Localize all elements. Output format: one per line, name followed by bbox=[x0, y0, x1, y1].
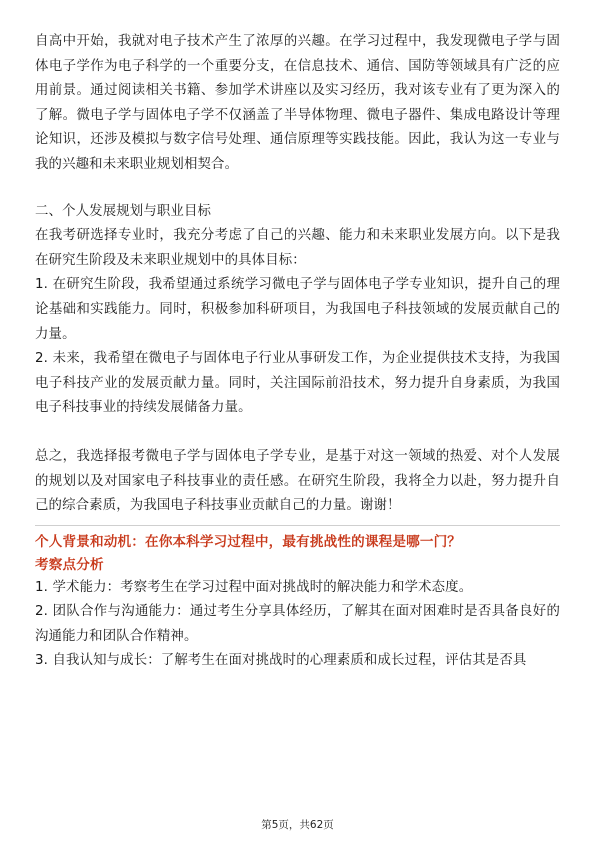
analysis-heading: 考察点分析 bbox=[35, 556, 104, 573]
goal-item-1: 1. 在研究生阶段，我希望通过系统学习微电子学与固体电子学专业知识，提升自己的理论基础和实践能力。同时，积极参加科研项目，为我国电子科技领域的发展贡献自己的力量。 bbox=[35, 277, 560, 342]
paragraph-gap bbox=[35, 421, 560, 445]
page-number-footer: 第5页，共62页 bbox=[261, 819, 334, 831]
analysis-point-3: 3. 自我认知与成长：了解考生在面对挑战时的心理素质和成长过程，评估其是否具 bbox=[35, 653, 527, 669]
conclusion-paragraph: 总之，我选择报考微电子学与固体电子学专业，是基于对这一领域的热爱、对个人发展的规划以及对国家电子科技事业的责任感。在研究生阶段，我将全力以赴，努力提升自己的综合素质，为我国电子科技事业贡献自己的力量。谢谢！ bbox=[35, 448, 560, 514]
analysis-point-2: 2. 团队合作与沟通能力：通过考生分享具体经历，了解其在面对困难时是否具备良好的沟通能力和团队合作精神。 bbox=[35, 604, 560, 644]
intro-paragraph: 自高中开始，我就对电子技术产生了浓厚的兴趣。在学习过程中，我发现微电子学与固体电子学作为电子科学的一个重要分支，在信息技术、通信、国防等领域具有广泛的应用前景。通过阅读相关书籍、参加学术讲座以及实习经历，我对该专业有了更为深入的了解。微电子学与固体电子学不仅涵盖了半导体物理、微电子器件、集成电路设计等理论知识，还涉及模拟与数字信号处理、通信原理等实践技能。因此，我认为这一专业与我的兴趣和未来职业规划相契合。 bbox=[35, 34, 560, 172]
analysis-point-1: 1. 学术能力：考察考生在学习过程中面对挑战时的解决能力和学术态度。 bbox=[35, 579, 473, 595]
interview-question: 个人背景和动机：在你本科学习过程中，最有挑战性的课程是哪一门？ bbox=[35, 533, 462, 550]
goal-item-2: 2. 未来，我希望在微电子与固体电子行业从事研发工作，为企业提供技术支持，为我国电子科技产业的发展贡献力量。同时，关注国际前沿技术，努力提升自身素质，为我国电子科技事业的持续发展储备力量。 bbox=[35, 351, 560, 416]
section-lead-paragraph: 在我考研选择专业时，我充分考虑了自己的兴趣、能力和未来职业发展方向。以下是我在研究生阶段及未来职业规划中的具体目标： bbox=[35, 228, 560, 268]
section-divider bbox=[35, 525, 560, 526]
section-heading: 二、个人发展规划与职业目标 bbox=[35, 203, 212, 219]
page-content bbox=[35, 30, 560, 674]
